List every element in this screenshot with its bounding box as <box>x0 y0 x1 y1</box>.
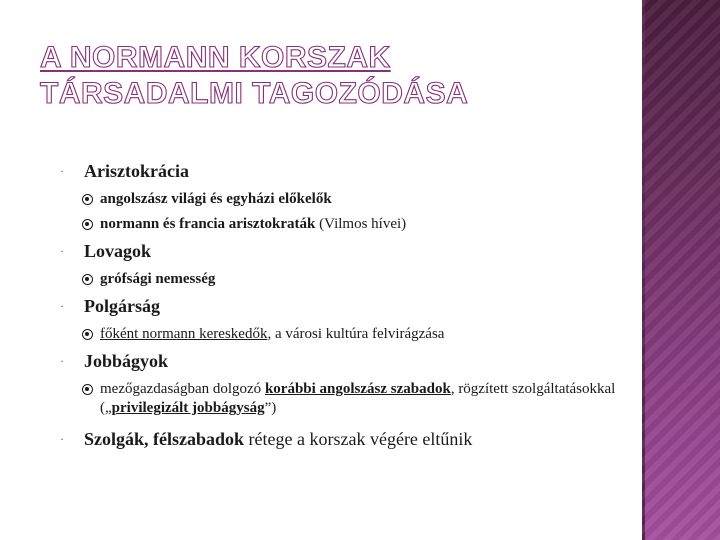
list-item <box>56 270 616 289</box>
item-text: ”) <box>264 400 277 416</box>
section-heading <box>56 350 616 372</box>
circle-bullet-icon <box>82 194 93 205</box>
section-lovagok <box>56 240 616 289</box>
section-heading <box>56 240 616 262</box>
section-polgarsag <box>56 295 616 344</box>
item-bold-text: normann és francia arisztokraták <box>100 216 316 232</box>
item-text: rétege a korszak végére eltűnik <box>244 429 473 449</box>
list-item <box>56 215 616 234</box>
circle-bullet-icon <box>82 219 93 230</box>
list-item <box>56 190 616 209</box>
heading-text: Szolgák, félszabadok <box>84 429 245 449</box>
slide-title <box>40 40 600 112</box>
item-text: , rögzített szolgáltatásokkal („ <box>100 381 616 416</box>
item-underlined-text: főként normann kereskedők <box>100 326 268 342</box>
circle-bullet-icon <box>82 384 93 395</box>
heading-text: Jobbágyok <box>84 351 169 371</box>
item-text: , a városi kultúra felvirágzása <box>267 326 445 342</box>
heading-text: Arisztokrácia <box>84 161 189 181</box>
heading-text: Lovagok <box>84 241 152 261</box>
circle-bullet-icon <box>82 329 93 340</box>
bullet-dot-icon: · <box>60 432 64 446</box>
section-jobbagyok <box>56 350 616 418</box>
bullet-dot-icon: · <box>60 299 64 313</box>
section-heading <box>56 160 616 182</box>
circle-bullet-icon <box>82 274 93 285</box>
item-bold-text: korábbi angolszász szabadok <box>264 381 451 397</box>
item-text: (Vilmos hívei) <box>315 216 407 232</box>
item-bold-text: privilegizált jobbágyság <box>111 400 265 416</box>
section-arisztokracia <box>56 160 616 234</box>
item-bold-text: angolszász világi és egyházi előkelők <box>100 191 332 207</box>
section-heading <box>56 295 616 317</box>
bullet-dot-icon: · <box>60 244 64 258</box>
heading-text: Polgárság <box>84 296 160 316</box>
title-line-2: TÁRSADALMI TAGOZÓDÁSA <box>40 77 469 110</box>
bullet-content <box>56 160 616 458</box>
bullet-dot-icon: · <box>60 164 64 178</box>
decorative-side-band <box>642 0 720 540</box>
list-item <box>56 325 616 344</box>
bullet-dot-icon: · <box>60 354 64 368</box>
title-line-1: A NORMANN KORSZAK <box>40 41 391 74</box>
section-szolgak <box>56 428 616 450</box>
item-bold-text: grófsági nemesség <box>100 271 216 287</box>
item-text: mezőgazdaságban dolgozó <box>100 381 265 397</box>
list-item <box>56 380 616 418</box>
